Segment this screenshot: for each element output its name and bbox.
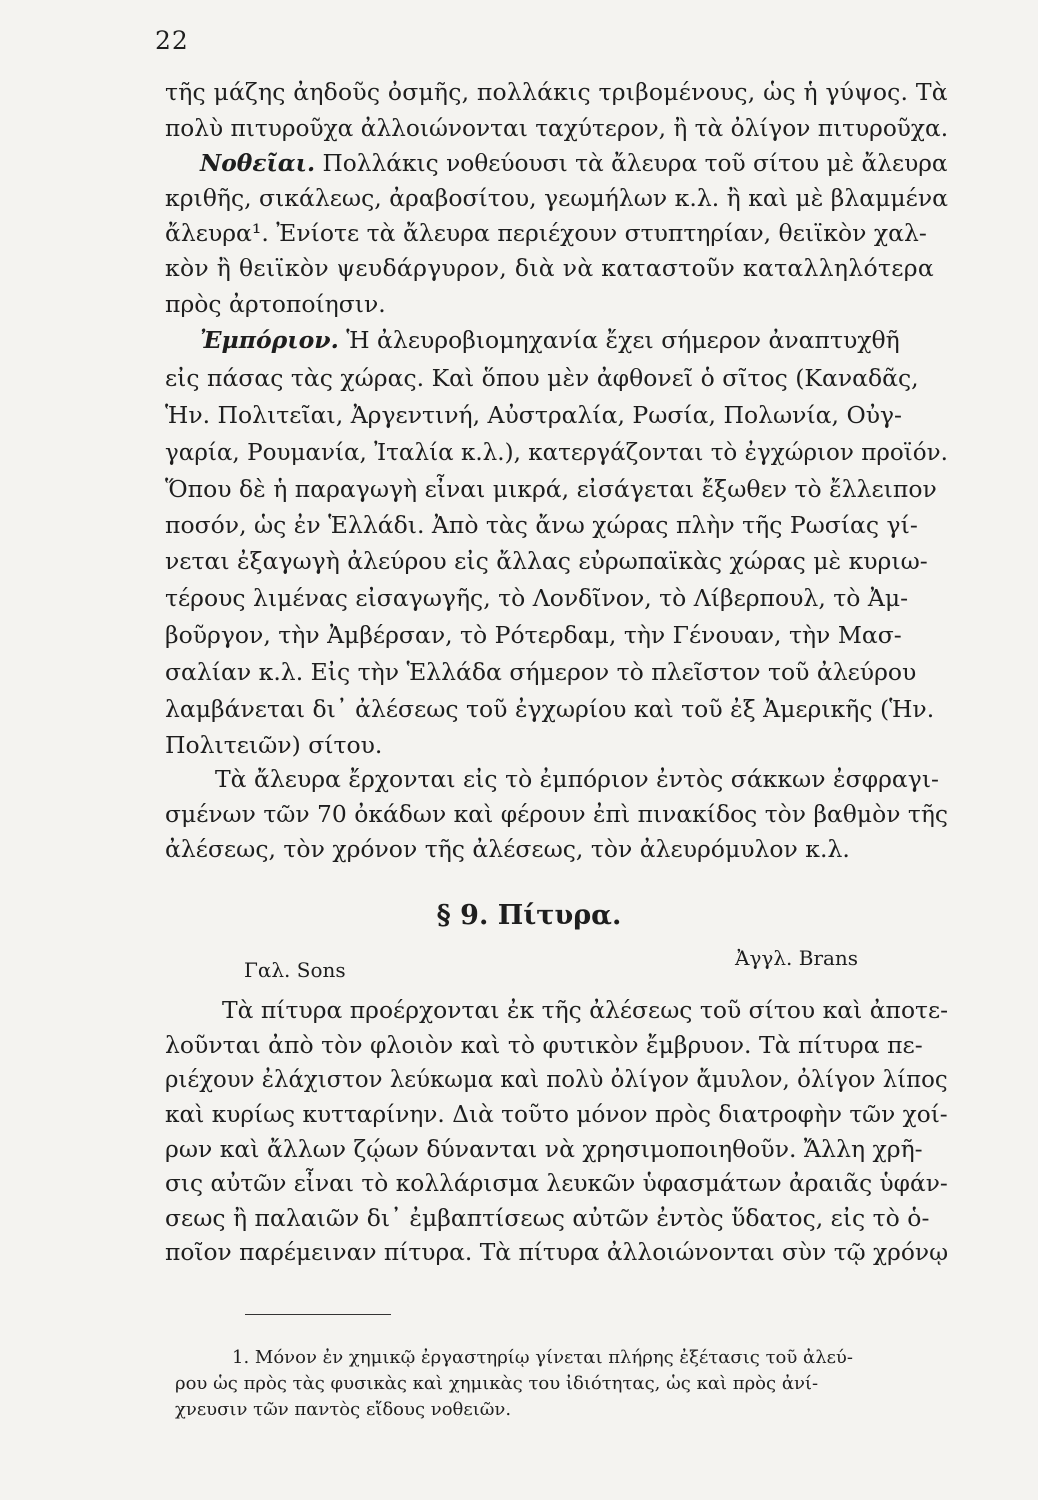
body-line: ποσόν, ὡς ἐν Ἑλλάδι. Ἀπὸ τὰς ἄνω χώρας πλὴν τῆς Ρωσίας γί- bbox=[165, 511, 918, 539]
term-english: Ἀγγλ. Brans bbox=[735, 946, 859, 970]
term-french: Γαλ. Sons bbox=[244, 958, 346, 982]
body-line: κριθῆς, σικάλεως, ἀραβοσίτου, γεωμήλων κ.λ. ἢ καὶ μὲ βλαμμένα bbox=[165, 184, 949, 212]
footnote-line: ρου ὡς πρὸς τὰς φυσικὰς καὶ χημικὰς του ἰδιότητας, ὡς καὶ πρὸς ἀνί- bbox=[175, 1373, 819, 1394]
footnote-line: 1. Μόνον ἐν χημικῷ ἐργαστηρίῳ γίνεται πλήρης ἐξέτασις τοῦ ἀλεύ- bbox=[232, 1347, 853, 1368]
subheading-emporion: Ἐμπόριον. bbox=[200, 326, 339, 354]
body-line: Ἡν. Πολιτεῖαι, Ἀργεντινή, Αὐστραλία, Ρωσία, Πολωνία, Οὐγ- bbox=[165, 401, 903, 429]
section-line: Τὰ πίτυρα προέρχονται ἐκ τῆς ἀλέσεως τοῦ σίτου καὶ ἀποτε- bbox=[222, 996, 949, 1024]
body-line: Ὅπου δὲ ἡ παραγωγὴ εἶναι μικρά, εἰσάγεται ἔξωθεν τὸ ἔλλειπον bbox=[165, 475, 937, 503]
footnote-line: χνευσιν τῶν παντὸς εἴδους νοθειῶν. bbox=[175, 1399, 512, 1420]
body-line: γαρία, Ρουμανία, Ἰταλία κ.λ.), κατεργάζονται τὸ ἐγχώριον προϊόν. bbox=[165, 438, 948, 466]
body-line: κὸν ἢ θειϊκὸν ψευδάργυρον, διὰ νὰ καταστοῦν καταλληλότερα bbox=[165, 254, 935, 282]
body-line: τέρους λιμένας εἰσαγωγῆς, τὸ Λονδῖνον, τὸ Λίβερπουλ, τὸ Ἀμ- bbox=[165, 584, 909, 612]
body-line: σμένων τῶν 70 ὀκάδων καὶ φέρουν ἐπὶ πινακίδος τὸν βαθμὸν τῆς bbox=[165, 800, 948, 828]
body-line: πολὺ πιτυροῦχα ἀλλοιώνονται ταχύτερον, ἢ τὰ ὀλίγον πιτυροῦχα. bbox=[165, 114, 949, 142]
body-line: ἄλευρα¹. Ἐνίοτε τὰ ἄλευρα περιέχουν στυπτηρίαν, θειϊκὸν χαλ- bbox=[165, 219, 927, 247]
body-line: πρὸς ἀρτοποίησιν. bbox=[165, 290, 386, 318]
body-text: Ἡ ἀλευροβιομηχανία ἔχει σήμερον ἀναπτυχθῆ bbox=[338, 326, 900, 354]
body-line: σαλίαν κ.λ. Εἰς τὴν Ἑλλάδα σήμερον τὸ πλεῖστον τοῦ ἀλεύρου bbox=[165, 658, 917, 686]
section-line: σις αὐτῶν εἶναι τὸ κολλάρισμα λευκῶν ὑφασμάτων ἀραιᾶς ὑφάν- bbox=[165, 1169, 948, 1197]
body-line-emporion bbox=[200, 326, 900, 354]
subheading-nothia: Νοθεῖαι. bbox=[200, 149, 316, 177]
section-line: λοῦνται ἀπὸ τὸν φλοιὸν καὶ τὸ φυτικὸν ἔμβρυον. Τὰ πίτυρα πε- bbox=[165, 1031, 923, 1059]
section-line: ποῖον παρέμειναν πίτυρα. Τὰ πίτυρα ἀλλοιώνονται σὺν τῷ χρόνῳ bbox=[165, 1238, 949, 1266]
footnote-divider bbox=[245, 1314, 391, 1315]
section-line: σεως ἢ παλαιῶν δι᾿ ἐμβαπτίσεως αὐτῶν ἐντὸς ὕδατος, εἰς τὸ ὁ- bbox=[165, 1204, 930, 1232]
body-line: νεται ἐξαγωγὴ ἀλεύρου εἰς ἄλλας εὐρωπαϊκὰς χώρας μὲ κυριω- bbox=[165, 547, 928, 575]
section-line: ριέχουν ἐλάχιστον λεύκωμα καὶ πολὺ ὀλίγον ἄμυλον, ὀλίγον λίπος bbox=[165, 1065, 948, 1093]
body-line: Πολιτειῶν) σίτου. bbox=[165, 731, 383, 759]
body-line: ἀλέσεως, τὸν χρόνον τῆς ἀλέσεως, τὸν ἀλευρόμυλον κ.λ. bbox=[165, 835, 850, 863]
section-line: καὶ κυρίως κυτταρίνην. Διὰ τοῦτο μόνον πρὸς διατροφὴν τῶν χοί- bbox=[165, 1100, 948, 1128]
body-line: εἰς πάσας τὰς χώρας. Καὶ ὅπου μὲν ἀφθονεῖ ὁ σῖτος (Καναδᾶς, bbox=[165, 364, 919, 392]
body-line: βοῦργον, τὴν Ἀμβέρσαν, τὸ Ρότερδαμ, τὴν Γένουαν, τὴν Μασ- bbox=[165, 621, 902, 649]
body-text: Πολλάκις νοθεύουσι τὰ ἄλευρα τοῦ σίτου μὲ ἄλευρα bbox=[315, 149, 948, 177]
body-line: τῆς μάζης ἀηδοῦς ὀσμῆς, πολλάκις τριβομένους, ὡς ἡ γύψος. Τὰ bbox=[165, 78, 948, 106]
body-line: Τὰ ἄλευρα ἔρχονται εἰς τὸ ἐμπόριον ἐντὸς σάκκων ἐσφραγι- bbox=[215, 765, 939, 793]
section-line: ρων καὶ ἄλλων ζῴων δύνανται νὰ χρησιμοποιηθοῦν. Ἄλλη χρῆ- bbox=[165, 1135, 923, 1163]
section-heading: § 9. Πίτυρα. bbox=[436, 900, 622, 931]
body-line-nothia bbox=[200, 149, 948, 177]
page-number: 22 bbox=[155, 26, 189, 55]
body-line: λαμβάνεται δι᾿ ἀλέσεως τοῦ ἐγχωρίου καὶ τοῦ ἐξ Ἀμερικῆς (Ἡν. bbox=[165, 695, 935, 723]
